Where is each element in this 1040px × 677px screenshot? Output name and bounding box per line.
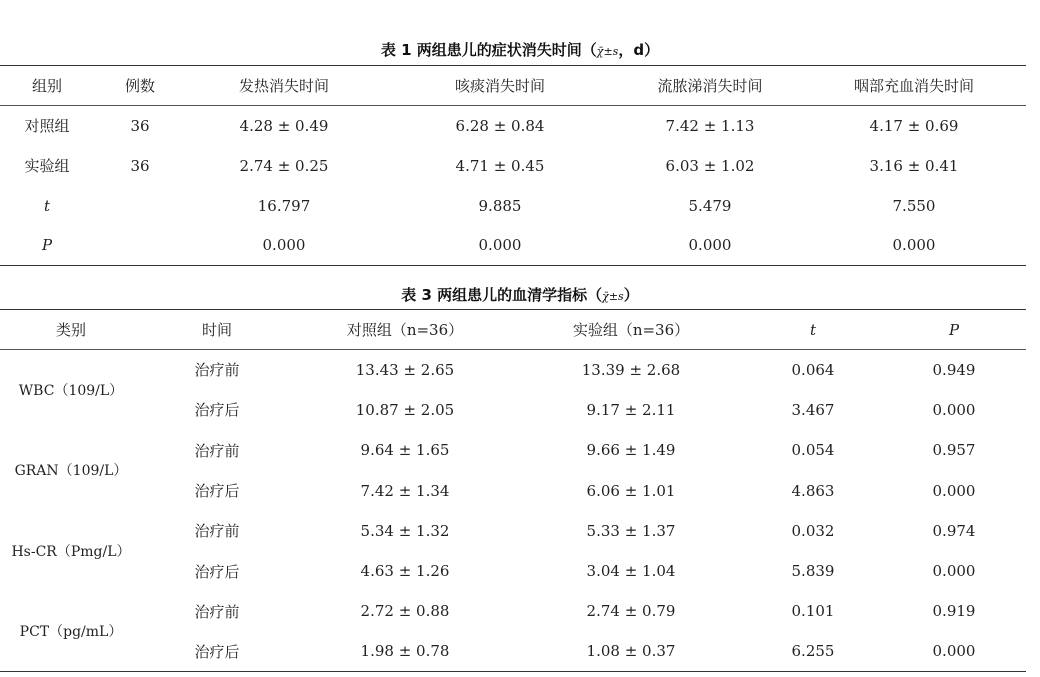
table1-header-throat: 咽部充血消失时间 [853,77,974,95]
table-cell: 36 [130,156,150,175]
table-row [0,186,1026,226]
table-cell: 0.974 [932,521,976,540]
table-cell: 5.34 ± 1.32 [360,521,450,540]
table-cell: 4.17 ± 0.69 [869,116,959,135]
table-cell: 2.74 ± 0.25 [239,156,329,175]
table-cell: 0.000 [892,236,936,255]
table-cell: 2.72 ± 0.88 [360,602,450,621]
table-cell: 0.101 [791,602,835,621]
table1-header-row [0,66,1026,106]
table-cell: 治疗前 [194,522,240,541]
table-cell [94,226,186,266]
table-row [0,106,1026,146]
table-cell: 4.863 [791,481,835,500]
table-cell: 7.42 ± 1.34 [360,481,450,500]
table-cell: 10.87 ± 2.05 [355,400,455,419]
table-cell: 6.06 ± 1.01 [586,481,676,500]
table-cell: 4.63 ± 1.26 [360,562,450,581]
table-cell: 0.957 [932,441,976,460]
table-row [0,511,1026,551]
table3-header-p: P [948,320,960,339]
table-cell: 0.000 [688,236,732,255]
table-cell: 7.42 ± 1.13 [665,116,755,135]
table-cell: 0.000 [262,236,306,255]
table3 [0,309,1026,672]
table-cell: 5.33 ± 1.37 [586,521,676,540]
table-cell: 治疗前 [194,361,240,380]
table-cell: 治疗前 [194,602,240,621]
table-cell [94,186,186,226]
category-cell: WBC（109/L） [18,383,124,400]
table-cell: 3.467 [791,400,835,419]
table-cell: 6.255 [791,642,835,661]
table-cell: t [43,196,51,215]
table1-header-fever: 发热消失时间 [238,77,329,95]
table3-header-time: 时间 [201,321,232,339]
table-cell: 1.98 ± 0.78 [360,642,450,661]
table-cell: 4.71 ± 0.45 [455,156,545,175]
table1-caption-text: 表 1 两组患儿的症状消失时间（ [380,41,597,59]
table1-header-count: 例数 [124,77,155,95]
table-cell: 0.919 [932,602,976,621]
table-cell: 9.17 ± 2.11 [586,400,676,419]
table-row [0,591,1026,631]
table1-caption-tail: ，d） [618,41,660,59]
table-cell: 7.550 [892,196,936,215]
table1-header-group: 组别 [31,77,62,95]
table-cell: 4.28 ± 0.49 [239,116,329,135]
table-cell: 实验组 [24,157,70,175]
table1-caption [0,39,1040,60]
table-row [0,350,1026,390]
table-row [0,146,1026,186]
table-cell: 3.16 ± 0.41 [869,156,959,175]
table-row [0,430,1026,470]
table-cell: 1.08 ± 0.37 [586,642,676,661]
table-cell: 6.28 ± 0.84 [455,116,545,135]
table3-header-category: 类别 [55,321,86,339]
table-cell: 治疗后 [194,482,240,501]
table-row [0,551,1026,591]
table-cell: 治疗后 [194,401,240,420]
table-cell: 治疗后 [194,562,240,581]
table3-header-experiment: 实验组（n=36） [572,321,690,339]
table3-caption-formula: χ̄±s [602,290,624,303]
table3-header-row [0,310,1026,350]
table-cell: 0.064 [791,360,835,379]
table-cell: 9.66 ± 1.49 [586,441,676,460]
table-cell: 0.032 [791,521,835,540]
table-cell: 0.000 [932,642,976,661]
table-cell: 0.000 [478,236,522,255]
table-cell: 6.03 ± 1.02 [665,156,755,175]
table3-header-t: t [809,320,817,339]
table-cell: 0.054 [791,441,835,460]
table-cell: 0.949 [932,360,976,379]
table-cell: 5.479 [688,196,732,215]
table-cell: 2.74 ± 0.79 [586,602,676,621]
table1-caption-formula: χ̄±s [596,45,619,58]
table-cell: 对照组 [24,117,70,136]
table1 [0,65,1026,266]
table-cell: 0.000 [932,481,976,500]
table-cell: P [41,236,53,255]
table-cell: 13.39 ± 2.68 [581,360,681,379]
table-cell: 5.839 [791,562,835,581]
table-cell: 0.000 [932,562,976,581]
table1-header-cough: 咳痰消失时间 [454,77,545,95]
table-cell: 治疗后 [194,642,240,661]
table3-caption-tail: ） [623,286,639,304]
category-cell: Hs-CR（Pmg/L） [11,543,131,560]
table-row [0,226,1026,266]
category-cell: GRAN（109/L） [14,463,128,480]
table-row [0,632,1026,672]
table-row [0,470,1026,510]
table-cell: 0.000 [932,400,976,419]
table1-header-runny-nose: 流脓涕消失时间 [657,77,763,95]
table-cell: 9.64 ± 1.65 [360,441,450,460]
table3-caption-text: 表 3 两组患儿的血清学指标（ [401,286,603,304]
table-cell: 13.43 ± 2.65 [355,360,455,379]
table-cell: 9.885 [478,196,522,215]
table3-caption [0,284,1040,305]
table-cell: 16.797 [257,196,311,215]
table-row [0,390,1026,430]
category-cell: PCT（pg/mL） [19,624,123,641]
table-cell: 治疗前 [194,441,240,460]
table-cell: 3.04 ± 1.04 [586,562,676,581]
table-cell: 36 [130,116,150,135]
table3-header-control: 对照组（n=36） [346,321,464,339]
